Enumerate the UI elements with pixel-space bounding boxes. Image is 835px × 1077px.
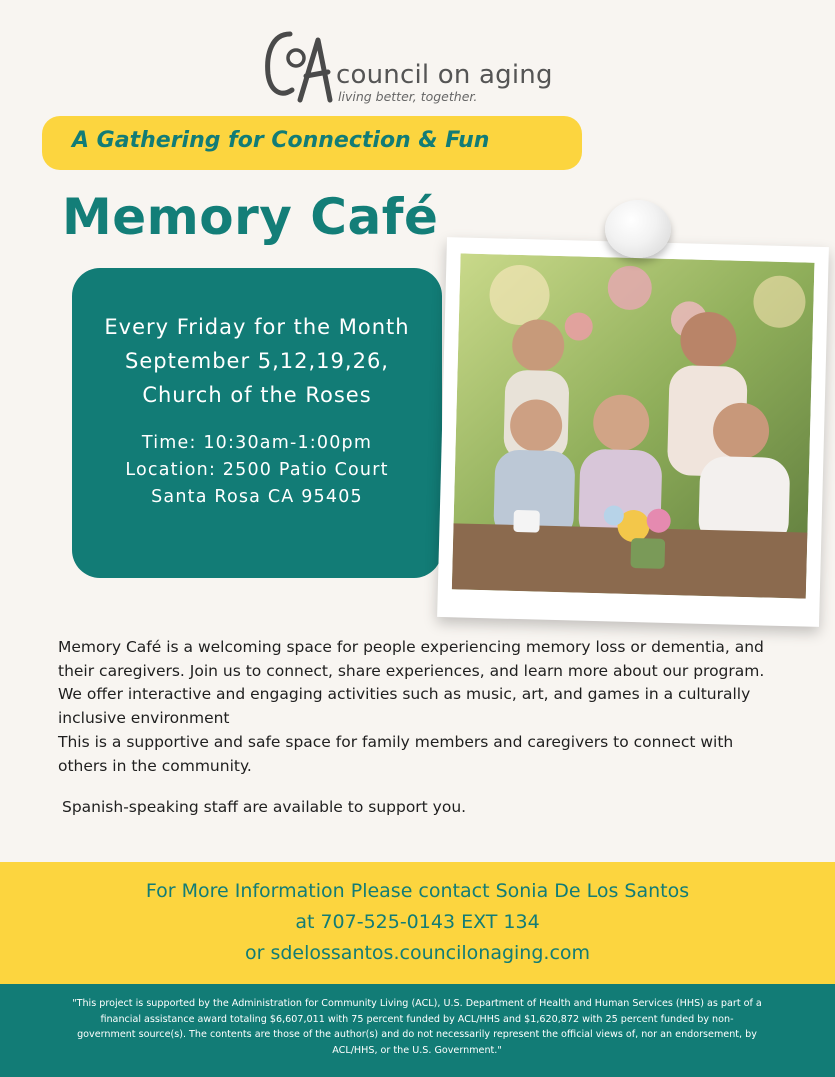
coa-monogram-icon [262, 24, 342, 108]
schedule-line: Every Friday for the Month [104, 315, 410, 339]
logo-tagline: living better, together. [338, 89, 478, 104]
schedule-details [72, 430, 442, 511]
page-title: Memory Café [62, 188, 439, 246]
schedule-lines [72, 310, 442, 412]
contact-phone[interactable]: at 707-525-0143 EXT 134 [295, 911, 540, 933]
event-photo [437, 237, 829, 627]
contact-line: For More Information Please contact Sonia De Los Santos [145, 880, 690, 902]
spanish-note: Spanish-speaking staff are available to support you. [62, 798, 467, 816]
tagline-text: A Gathering for Connection & Fun [72, 128, 490, 153]
schedule-line: Church of the Roses [142, 383, 372, 407]
schedule-time: Time: 10:30am-1:00pm [141, 433, 373, 453]
description [58, 636, 778, 778]
funding-footer [0, 984, 835, 1077]
schedule-location: Location: 2500 Patio Court [125, 460, 389, 480]
photo-icon [452, 253, 815, 598]
pushpin-icon [605, 200, 671, 258]
description-paragraph: Memory Café is a welcoming space for people experiencing memory loss or dementia, and their caregivers. Join us to connect, share experiences, and learn more about our program. We offer interactive and engaging activities such as music, art, and games in a culturally inclusive environment [58, 638, 765, 728]
contact-email[interactable]: or sdelossantos.councilonaging.com [244, 942, 591, 964]
schedule-box [72, 268, 442, 578]
schedule-line: September 5,12,19,26, [125, 349, 389, 373]
tagline-banner [42, 116, 582, 170]
logo-name: council on aging [336, 60, 553, 90]
funding-disclaimer: "This project is supported by the Administration for Community Living (ACL), U.S. Department of Health and Human Services (HHS) as part of a financial assistance award totaling $6,607,011 with 75 percent funded by ACL/HHS and $1,620,872 with 25 percent funded by non-government source(s). The contents are those of the author(s) and do not necessarily represent the official views of, nor an endorsement, by ACL/HHS, or the U.S. Government." [72, 998, 762, 1056]
council-on-aging-logo [262, 24, 562, 108]
description-paragraph: This is a supportive and safe space for family members and caregivers to connect with others in the community. [58, 732, 734, 775]
schedule-city: Santa Rosa CA 95405 [151, 487, 363, 507]
contact-lines [0, 876, 835, 969]
contact-band [0, 862, 835, 984]
